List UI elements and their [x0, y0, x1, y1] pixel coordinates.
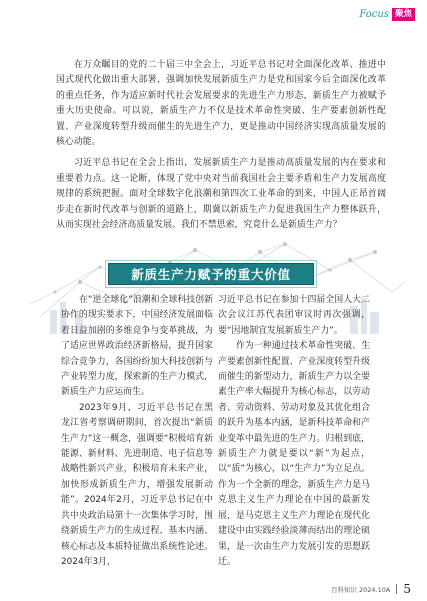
section-label: 聚焦 — [392, 8, 415, 21]
left-column — [61, 293, 213, 570]
intro-paragraph: 在万众瞩目的党的二十届三中全会上，习近平总书记对全面深化改革、推进中国式现代化做出重大部署，强调加快发展新质生产力是党和国家今后全面深化改革的重点任务，作为适应新时代社会发展要求的先进生产力形态，新质生产力被赋予重大历史使命。可以说，新质生产力不仅是技术革命性突破、生产要素创新性配置、产业深度转型升级而催生的先进生产力，更是推动中国经济实现高质量发展的核心动能。 — [56, 60, 386, 148]
intro-text — [56, 58, 386, 239]
issue-label: 百科知识 2024.10A — [330, 585, 391, 594]
intro-paragraph: 习近平总书记在全会上指出，发展新质生产力是推动高质量发展的内在要求和重要着力点。这一论断，体现了党中央对当前我国社会主要矛盾和生产力发展高度规律的系统把握。面对全球数字化浪潮和第四次工业革命的到来，中国人正昂首阔步走在新时代改革与创新的道路上，期冀以新质生产力促进我国生产力整体跃升，从而实现社会经济高质量发展。我们不禁思索，究竟什么是新质生产力？ — [56, 158, 386, 231]
section-heading: 新质生产力赋予的重大价值 — [131, 267, 291, 282]
focus-label: Focus — [359, 9, 389, 20]
page-number: 5 — [403, 582, 411, 596]
section-banner — [108, 263, 314, 285]
page-footer — [331, 582, 411, 596]
right-column — [218, 293, 370, 570]
section-tag — [359, 8, 415, 21]
body-paragraph: 在“逆全球化”浪潮和全球科技创新协作的现实要求下，中国经济发展面临着日益加剧的多维竞争与变革挑战，为了适应世界政治经济新格局，提升国家综合竞争力，各国纷纷加大科技创新与产业转型力度，探索新的生产力模式，新质生产力应运而生。 — [61, 295, 213, 398]
footer-divider — [396, 584, 397, 594]
body-paragraph: 作为一种通过技术革命性突破、生产要素创新性配置、产业深度转型升级而催生的新型动力，新质生产力以全要素生产率大幅提升为核心标志，以劳动者、劳动资料、劳动对象及其优化组合的跃升为基本内涵，是新科技革命和产业变革中最先进的生产力。归根到底，新质生产力就是要以“新”为起点，以“质”为核心，以“生产力”为立足点。作为一个全新的理念，新质生产力是马克思主义生产力理论在中国的最新发展，是马克思主义生产力理论在现代化建设中由实践经验淡薄而结出的理论硕果，是一次由生产力发展引发的思想跃迁。 — [218, 341, 370, 567]
body-paragraph: 2023年9月，习近平总书记在黑龙江省考察调研期间，首次提出“新质生产力”这一概念，强调要“积极培育新能源、新材料、先进制造、电子信息等战略性新兴产业，积极培育未来产业，加快形成新质生产力，增强发展新动能”。2024年2月，习近平总书记在中共中央政治局第十一次集体学习时，围绕新质生产力的生成过程、基本内涵、核心标志及本质特征做出系统性论述。2024年3月， — [61, 402, 213, 567]
body-paragraph: 习近平总书记在参加十四届全国人大二次会议江苏代表团审议时再次强调，要“因地制宜发展新质生产力”。 — [218, 295, 370, 336]
